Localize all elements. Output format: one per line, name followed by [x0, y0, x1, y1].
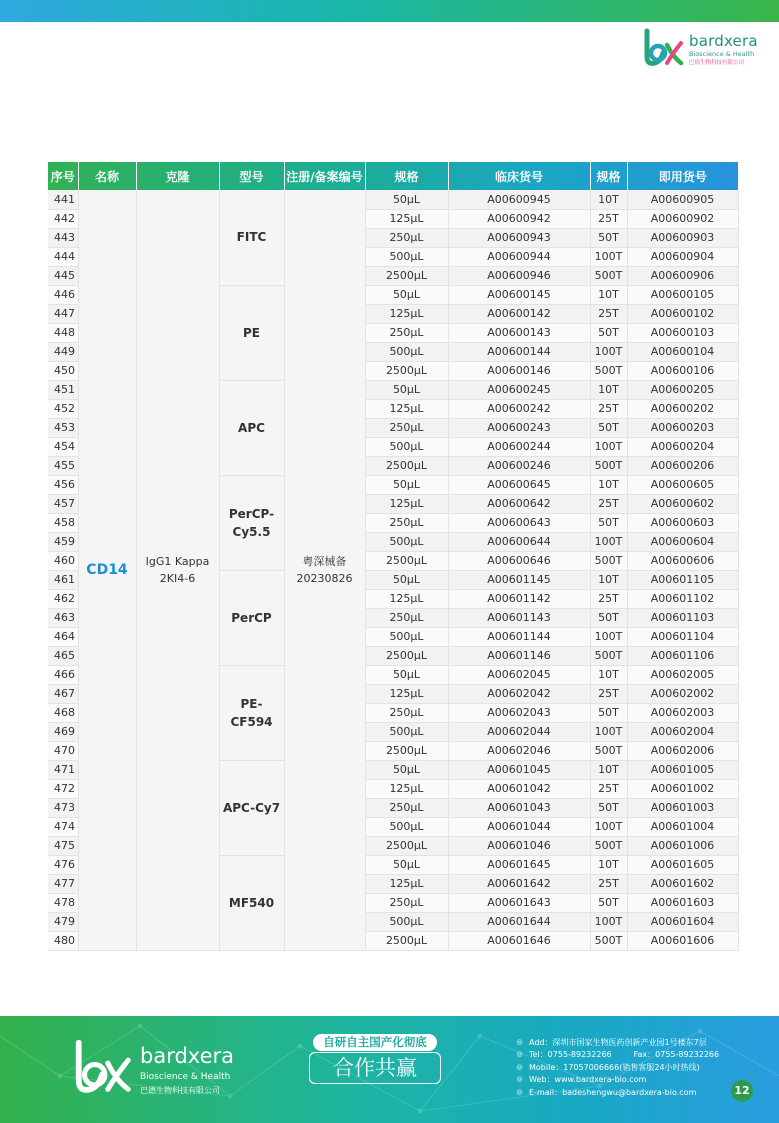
bardxera-logo-icon [70, 1036, 134, 1096]
ready-spec-cell: 500T [590, 361, 627, 380]
ready-spec-cell: 100T [590, 817, 627, 836]
footer-brand-name: bardxera [140, 1044, 234, 1068]
slogan-box [307, 1034, 443, 1086]
clinical-spec-cell: 2500μL [365, 456, 448, 475]
ready-spec-cell: 100T [590, 342, 627, 361]
ready-catalog-cell: A00601003 [627, 798, 738, 817]
row-seq-cell: 447 [48, 304, 78, 323]
row-seq-cell: 478 [48, 893, 78, 912]
clinical-catalog-cell: A00602044 [448, 722, 590, 741]
clinical-spec-cell: 125μL [365, 209, 448, 228]
ready-spec-cell: 500T [590, 646, 627, 665]
table-header-row [48, 162, 738, 190]
clinical-spec-cell: 125μL [365, 589, 448, 608]
clinical-spec-cell: 125μL [365, 684, 448, 703]
clinical-catalog-cell: A00600642 [448, 494, 590, 513]
ready-catalog-cell: A00600102 [627, 304, 738, 323]
row-seq-cell: 452 [48, 399, 78, 418]
row-seq-cell: 479 [48, 912, 78, 931]
table-row [48, 190, 738, 209]
ready-spec-cell: 25T [590, 684, 627, 703]
ready-spec-cell: 50T [590, 798, 627, 817]
ready-catalog-cell: A00601605 [627, 855, 738, 874]
model-cell: PerCP-Cy5.5 [219, 475, 284, 570]
ready-spec-cell: 500T [590, 931, 627, 950]
row-seq-cell: 444 [48, 247, 78, 266]
clinical-catalog-cell: A00601042 [448, 779, 590, 798]
clinical-spec-cell: 2500μL [365, 646, 448, 665]
column-header: 规格 [590, 162, 627, 190]
header-brand-name: bardxera [689, 32, 758, 50]
ready-catalog-cell: A00600103 [627, 323, 738, 342]
row-seq-cell: 460 [48, 551, 78, 570]
bardxera-logo-icon [641, 27, 685, 67]
row-seq-cell: 465 [48, 646, 78, 665]
clinical-catalog-cell: A00601045 [448, 760, 590, 779]
ready-catalog-cell: A00601005 [627, 760, 738, 779]
model-cell: MF540 [219, 855, 284, 950]
ready-spec-cell: 500T [590, 266, 627, 285]
clinical-spec-cell: 2500μL [365, 361, 448, 380]
ready-catalog-cell: A00600903 [627, 228, 738, 247]
model-cell: PerCP [219, 570, 284, 665]
clinical-spec-cell: 50μL [365, 665, 448, 684]
clinical-catalog-cell: A00600945 [448, 190, 590, 209]
ready-catalog-cell: A00600902 [627, 209, 738, 228]
slogan-top: 自研自主国产化彻底 [313, 1034, 437, 1051]
clinical-spec-cell: 500μL [365, 532, 448, 551]
ready-catalog-cell: A00600604 [627, 532, 738, 551]
model-cell: APC [219, 380, 284, 475]
ready-catalog-cell: A00602004 [627, 722, 738, 741]
clinical-spec-cell: 125μL [365, 399, 448, 418]
row-seq-cell: 455 [48, 456, 78, 475]
column-header: 规格 [365, 162, 448, 190]
clinical-catalog-cell: A00601143 [448, 608, 590, 627]
mail-icon: ◎ [516, 1087, 523, 1096]
clinical-spec-cell: 500μL [365, 912, 448, 931]
row-seq-cell: 446 [48, 285, 78, 304]
clinical-catalog-cell: A00600243 [448, 418, 590, 437]
column-header: 名称 [78, 162, 136, 190]
row-seq-cell: 454 [48, 437, 78, 456]
row-seq-cell: 456 [48, 475, 78, 494]
row-seq-cell: 459 [48, 532, 78, 551]
ready-catalog-cell: A00601105 [627, 570, 738, 589]
ready-spec-cell: 25T [590, 304, 627, 323]
clone-isotype: IgG1 Kappa [145, 554, 210, 568]
clinical-spec-cell: 250μL [365, 608, 448, 627]
ready-catalog-cell: A00602002 [627, 684, 738, 703]
row-seq-cell: 468 [48, 703, 78, 722]
ready-catalog-cell: A00600206 [627, 456, 738, 475]
ready-catalog-cell: A00600602 [627, 494, 738, 513]
header-logo [641, 27, 758, 67]
ready-catalog-cell: A00600606 [627, 551, 738, 570]
ready-catalog-cell: A00600605 [627, 475, 738, 494]
ready-catalog-cell: A00601004 [627, 817, 738, 836]
ready-spec-cell: 25T [590, 399, 627, 418]
ready-catalog-cell: A00602006 [627, 741, 738, 760]
ready-spec-cell: 25T [590, 209, 627, 228]
contact-tel: Tel：0755-89232266 [529, 1050, 612, 1060]
header-brand-sub-en: Bioscience & Health [689, 50, 755, 58]
model-cell: PE-CF594 [219, 665, 284, 760]
ready-catalog-cell: A00600205 [627, 380, 738, 399]
ready-spec-cell: 500T [590, 551, 627, 570]
ready-catalog-cell: A00600906 [627, 266, 738, 285]
contact-email-row [515, 1086, 765, 1099]
ready-spec-cell: 50T [590, 418, 627, 437]
clinical-catalog-cell: A00601644 [448, 912, 590, 931]
footer-brand-sub-en: Bioscience & Health [140, 1072, 231, 1082]
ready-catalog-cell: A00600904 [627, 247, 738, 266]
ready-spec-cell: 500T [590, 741, 627, 760]
ready-spec-cell: 100T [590, 247, 627, 266]
row-seq-cell: 442 [48, 209, 78, 228]
registration-number: 20230826 [296, 571, 353, 585]
column-header: 注册/备案编号 [284, 162, 365, 190]
clinical-spec-cell: 125μL [365, 779, 448, 798]
product-table-container [48, 162, 738, 951]
row-seq-cell: 445 [48, 266, 78, 285]
ready-spec-cell: 50T [590, 323, 627, 342]
ready-catalog-cell: A00600603 [627, 513, 738, 532]
clinical-spec-cell: 50μL [365, 285, 448, 304]
clinical-spec-cell: 2500μL [365, 836, 448, 855]
clinical-catalog-cell: A00601646 [448, 931, 590, 950]
clinical-spec-cell: 50μL [365, 570, 448, 589]
clinical-catalog-cell: A00602042 [448, 684, 590, 703]
row-seq-cell: 458 [48, 513, 78, 532]
ready-spec-cell: 50T [590, 608, 627, 627]
ready-catalog-cell: A00600104 [627, 342, 738, 361]
ready-catalog-cell: A00601106 [627, 646, 738, 665]
ready-spec-cell: 50T [590, 893, 627, 912]
clinical-spec-cell: 50μL [365, 190, 448, 209]
row-seq-cell: 449 [48, 342, 78, 361]
clinical-catalog-cell: A00601642 [448, 874, 590, 893]
clinical-catalog-cell: A00600142 [448, 304, 590, 323]
row-seq-cell: 474 [48, 817, 78, 836]
ready-spec-cell: 100T [590, 437, 627, 456]
clinical-spec-cell: 250μL [365, 893, 448, 912]
clinical-catalog-cell: A00600244 [448, 437, 590, 456]
clinical-spec-cell: 50μL [365, 380, 448, 399]
contact-mobile-row [515, 1061, 765, 1074]
clinical-catalog-cell: A00601044 [448, 817, 590, 836]
ready-catalog-cell: A00601103 [627, 608, 738, 627]
contact-address: Add：深圳市国家生物医药创新产业园1号楼东7层 [529, 1037, 707, 1047]
clinical-spec-cell: 125μL [365, 304, 448, 323]
column-header: 临床货号 [448, 162, 590, 190]
mobile-icon: ◎ [516, 1062, 523, 1071]
row-seq-cell: 469 [48, 722, 78, 741]
ready-spec-cell: 10T [590, 190, 627, 209]
clinical-catalog-cell: A00601046 [448, 836, 590, 855]
top-gradient-bar [0, 0, 779, 22]
row-seq-cell: 472 [48, 779, 78, 798]
clinical-catalog-cell: A00601146 [448, 646, 590, 665]
column-header: 序号 [48, 162, 78, 190]
clinical-catalog-cell: A00601043 [448, 798, 590, 817]
ready-catalog-cell: A00600905 [627, 190, 738, 209]
clinical-spec-cell: 125μL [365, 874, 448, 893]
clinical-catalog-cell: A00600242 [448, 399, 590, 418]
ready-catalog-cell: A00601604 [627, 912, 738, 931]
footer-logo [70, 1036, 240, 1106]
contact-mobile: Mobile：17057006666(销售客服24小时热线) [529, 1062, 700, 1072]
row-seq-cell: 471 [48, 760, 78, 779]
ready-spec-cell: 10T [590, 665, 627, 684]
row-seq-cell: 467 [48, 684, 78, 703]
contact-web[interactable]: Web：www.bardxera-bio.com [529, 1075, 647, 1085]
ready-spec-cell: 100T [590, 722, 627, 741]
clinical-spec-cell: 500μL [365, 817, 448, 836]
clone-cell [136, 190, 219, 950]
clinical-catalog-cell: A00601144 [448, 627, 590, 646]
ready-spec-cell: 10T [590, 380, 627, 399]
row-seq-cell: 473 [48, 798, 78, 817]
clinical-spec-cell: 500μL [365, 247, 448, 266]
row-seq-cell: 470 [48, 741, 78, 760]
clinical-catalog-cell: A00601142 [448, 589, 590, 608]
clinical-spec-cell: 250μL [365, 228, 448, 247]
clinical-catalog-cell: A00600944 [448, 247, 590, 266]
clinical-spec-cell: 250μL [365, 323, 448, 342]
clinical-catalog-cell: A00602045 [448, 665, 590, 684]
clinical-catalog-cell: A00602046 [448, 741, 590, 760]
clinical-spec-cell: 50μL [365, 855, 448, 874]
location-icon: ◎ [516, 1037, 523, 1046]
table-body [48, 190, 738, 950]
clinical-catalog-cell: A00600245 [448, 380, 590, 399]
row-seq-cell: 448 [48, 323, 78, 342]
ready-spec-cell: 500T [590, 836, 627, 855]
ready-catalog-cell: A00601603 [627, 893, 738, 912]
model-cell: APC-Cy7 [219, 760, 284, 855]
product-name-cell: CD14 [78, 190, 136, 950]
ready-catalog-cell: A00600204 [627, 437, 738, 456]
phone-icon: ◎ [516, 1050, 523, 1059]
ready-spec-cell: 100T [590, 532, 627, 551]
ready-catalog-cell: A00600203 [627, 418, 738, 437]
ready-spec-cell: 100T [590, 627, 627, 646]
ready-catalog-cell: A00600202 [627, 399, 738, 418]
clinical-spec-cell: 2500μL [365, 741, 448, 760]
row-seq-cell: 463 [48, 608, 78, 627]
row-seq-cell: 441 [48, 190, 78, 209]
ready-catalog-cell: A00601102 [627, 589, 738, 608]
page-number: 12 [731, 1080, 753, 1102]
ready-spec-cell: 10T [590, 855, 627, 874]
ready-spec-cell: 50T [590, 513, 627, 532]
clinical-catalog-cell: A00601145 [448, 570, 590, 589]
clinical-spec-cell: 2500μL [365, 551, 448, 570]
clinical-spec-cell: 250μL [365, 703, 448, 722]
ready-catalog-cell: A00600105 [627, 285, 738, 304]
column-header: 即用货号 [627, 162, 738, 190]
row-seq-cell: 476 [48, 855, 78, 874]
globe-icon: ◎ [516, 1075, 523, 1084]
row-seq-cell: 451 [48, 380, 78, 399]
clinical-spec-cell: 500μL [365, 627, 448, 646]
ready-spec-cell: 25T [590, 874, 627, 893]
row-seq-cell: 477 [48, 874, 78, 893]
ready-catalog-cell: A00602003 [627, 703, 738, 722]
ready-catalog-cell: A00601006 [627, 836, 738, 855]
row-seq-cell: 453 [48, 418, 78, 437]
registration-prefix: 粤深械备 [302, 554, 347, 568]
ready-spec-cell: 25T [590, 779, 627, 798]
contact-email[interactable]: E-mail：badeshengwu@bardxera-bio.com [529, 1087, 697, 1097]
ready-spec-cell: 50T [590, 703, 627, 722]
clinical-catalog-cell: A00600645 [448, 475, 590, 494]
ready-spec-cell: 25T [590, 589, 627, 608]
header-brand-sub-cn: 巴德生物科技有限公司 [689, 60, 745, 66]
clinical-catalog-cell: A00600643 [448, 513, 590, 532]
contact-fax: Fax：0755-89232266 [633, 1050, 720, 1060]
contact-info [515, 1036, 765, 1099]
clinical-spec-cell: 50μL [365, 760, 448, 779]
ready-catalog-cell: A00600106 [627, 361, 738, 380]
row-seq-cell: 480 [48, 931, 78, 950]
clinical-catalog-cell: A00600646 [448, 551, 590, 570]
ready-spec-cell: 10T [590, 285, 627, 304]
model-cell: FITC [219, 190, 284, 285]
ready-catalog-cell: A00601602 [627, 874, 738, 893]
clinical-spec-cell: 250μL [365, 798, 448, 817]
clinical-catalog-cell: A00600943 [448, 228, 590, 247]
row-seq-cell: 475 [48, 836, 78, 855]
row-seq-cell: 464 [48, 627, 78, 646]
ready-spec-cell: 500T [590, 456, 627, 475]
contact-phone-row [515, 1049, 765, 1062]
clinical-catalog-cell: A00600946 [448, 266, 590, 285]
clinical-catalog-cell: A00600143 [448, 323, 590, 342]
column-header: 型号 [219, 162, 284, 190]
clinical-spec-cell: 2500μL [365, 266, 448, 285]
ready-catalog-cell: A00601002 [627, 779, 738, 798]
column-header: 克隆 [136, 162, 219, 190]
clinical-catalog-cell: A00602043 [448, 703, 590, 722]
row-seq-cell: 443 [48, 228, 78, 247]
ready-spec-cell: 10T [590, 760, 627, 779]
footer-brand-sub-cn: 巴德生物科技有限公司 [140, 1086, 220, 1095]
row-seq-cell: 450 [48, 361, 78, 380]
clinical-spec-cell: 250μL [365, 513, 448, 532]
clinical-catalog-cell: A00601645 [448, 855, 590, 874]
clinical-spec-cell: 2500μL [365, 931, 448, 950]
row-seq-cell: 462 [48, 589, 78, 608]
ready-spec-cell: 10T [590, 570, 627, 589]
model-cell: PE [219, 285, 284, 380]
ready-spec-cell: 50T [590, 228, 627, 247]
clinical-spec-cell: 250μL [365, 418, 448, 437]
slogan-main: 合作共赢 [309, 1052, 441, 1084]
row-seq-cell: 457 [48, 494, 78, 513]
clinical-catalog-cell: A00600942 [448, 209, 590, 228]
ready-catalog-cell: A00602005 [627, 665, 738, 684]
clinical-spec-cell: 500μL [365, 722, 448, 741]
clinical-catalog-cell: A00601643 [448, 893, 590, 912]
ready-spec-cell: 10T [590, 475, 627, 494]
contact-web-row [515, 1074, 765, 1087]
ready-spec-cell: 25T [590, 494, 627, 513]
registration-cell [284, 190, 365, 950]
clinical-catalog-cell: A00600246 [448, 456, 590, 475]
clinical-spec-cell: 500μL [365, 437, 448, 456]
clinical-spec-cell: 500μL [365, 342, 448, 361]
ready-catalog-cell: A00601606 [627, 931, 738, 950]
row-seq-cell: 461 [48, 570, 78, 589]
contact-address-row [515, 1036, 765, 1049]
row-seq-cell: 466 [48, 665, 78, 684]
clone-id: 2KI4-6 [159, 571, 196, 585]
ready-spec-cell: 100T [590, 912, 627, 931]
clinical-spec-cell: 125μL [365, 494, 448, 513]
clinical-catalog-cell: A00600146 [448, 361, 590, 380]
ready-catalog-cell: A00601104 [627, 627, 738, 646]
clinical-catalog-cell: A00600144 [448, 342, 590, 361]
clinical-catalog-cell: A00600145 [448, 285, 590, 304]
clinical-spec-cell: 50μL [365, 475, 448, 494]
product-table [48, 162, 739, 951]
clinical-catalog-cell: A00600644 [448, 532, 590, 551]
